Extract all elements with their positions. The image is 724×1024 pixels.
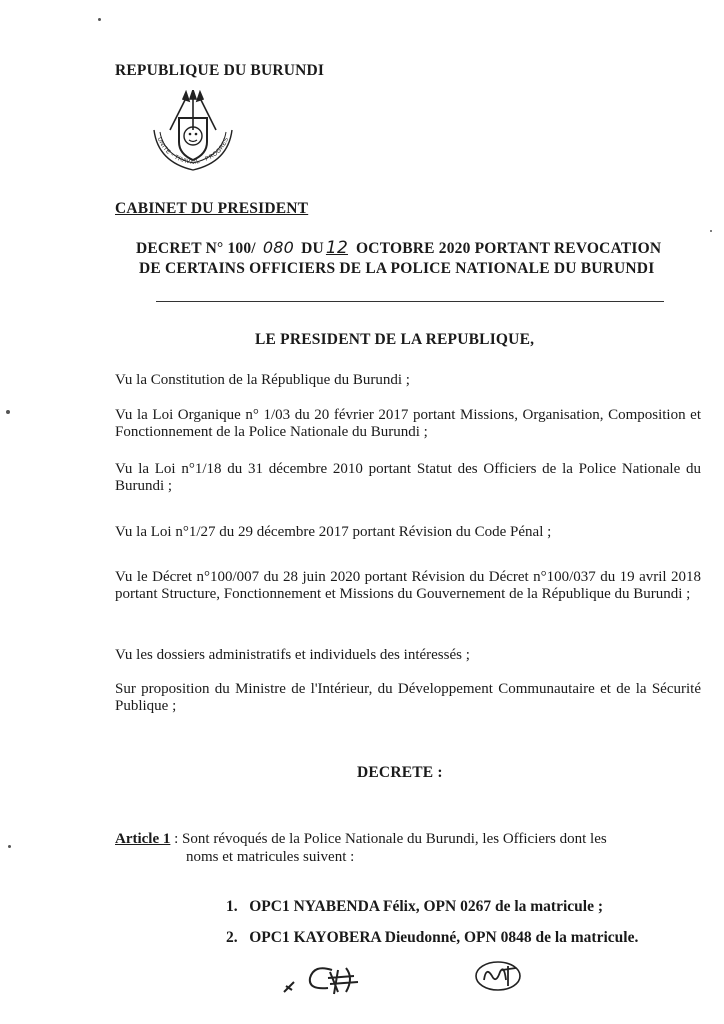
consideration-constitution: Vu la Constitution de la République du Burundi ; (115, 372, 410, 388)
article-1-text-line1: : Sont révoqués de la Police Nationale du Burundi, les Officiers dont les (174, 831, 607, 847)
article-1 (115, 831, 607, 848)
article-1-text-line2: noms et matricules suivent : (186, 849, 355, 865)
handwritten-initials-first (280, 958, 372, 998)
country-name: REPUBLIQUE DU BURUNDI (115, 62, 325, 79)
list-item: 2. OPC1 KAYOBERA Dieudonné, OPN 0848 de la matricule. (226, 929, 639, 946)
scan-speck (98, 18, 101, 21)
consideration-penal-code: Vu la Loi n°1/27 du 29 décembre 2017 portant Révision du Code Pénal ; (115, 524, 552, 540)
svg-text:UNITE - TRAVAIL - PROGRES (156, 137, 230, 166)
decree-number-handwritten: 080 (262, 238, 295, 257)
handwritten-initials-second (468, 956, 528, 996)
decrete-heading: DECRETE : (357, 764, 443, 781)
decree-title-line1 (136, 238, 661, 258)
decree-title-line2: DE CERTAINS OFFICIERS DE LA POLICE NATIONALE DU BURUNDI (139, 260, 655, 277)
scan-speck (6, 410, 10, 414)
article-1-label: Article 1 (115, 831, 171, 847)
decree-title-prefix: DECRET N° 100/ (136, 240, 256, 257)
consideration-dossiers: Vu les dossiers administratifs et individuels des intéressés ; (115, 647, 470, 663)
motto-text: UNITE - TRAVAIL - PROGRES (155, 136, 231, 167)
scan-speck (710, 230, 712, 232)
consideration-proposal: Sur proposition du Ministre de l'Intérieur, du Développement Communautaire et de la Sécurité Publique ; (115, 681, 701, 714)
president-heading: LE PRESIDENT DE LA REPUBLIQUE, (255, 331, 535, 348)
list-item: 1. OPC1 NYABENDA Félix, OPN 0267 de la matricule ; (226, 898, 603, 915)
consideration-officers-statute: Vu la Loi n°1/18 du 31 décembre 2010 portant Statut des Officiers de la Police Nationale du Burundi ; (115, 461, 701, 494)
title-divider (156, 301, 664, 302)
decree-title-du: DU (301, 240, 324, 257)
scan-speck (8, 845, 11, 848)
motto-ribbon (150, 128, 236, 168)
decree-title-rest: OCTOBRE 2020 PORTANT REVOCATION (356, 240, 662, 257)
decree-day-handwritten: 12 (325, 238, 348, 258)
cabinet-title: CABINET DU PRESIDENT (115, 200, 309, 217)
consideration-government-decree: Vu le Décret n°100/007 du 28 juin 2020 portant Révision du Décret n°100/037 du 19 avril 2018 portant Structure, Fonctionnement et Missions du Gouvernement de la République du Burundi ; (115, 569, 701, 602)
consideration-organic-law: Vu la Loi Organique n° 1/03 du 20 février 2017 portant Missions, Organisation, Composition et Fonctionnement de la Police Nationale du Burundi ; (115, 407, 701, 440)
